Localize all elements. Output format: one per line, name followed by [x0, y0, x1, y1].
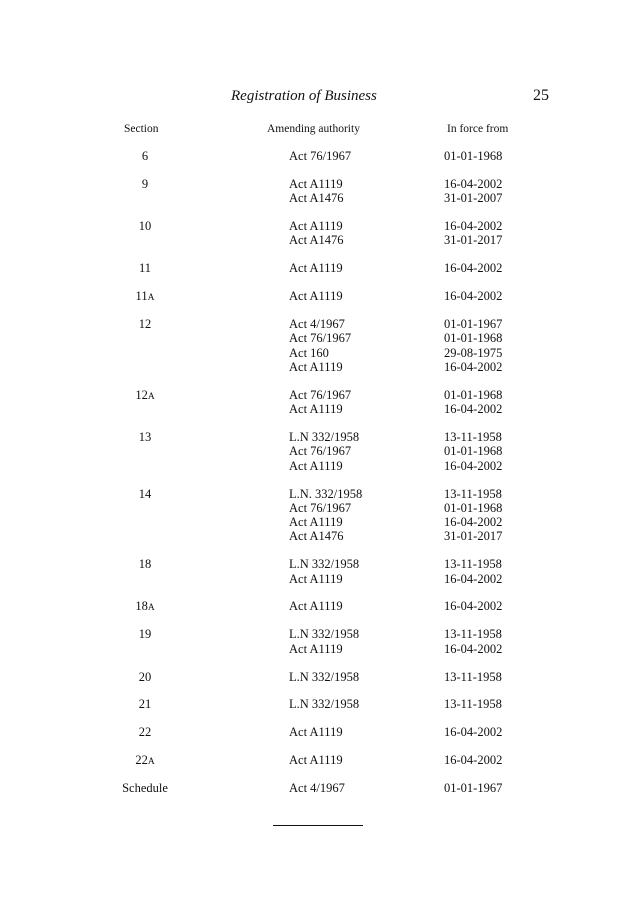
section-number [100, 557, 190, 571]
page-number: 25 [533, 87, 549, 104]
page-title: Registration of Business [231, 88, 377, 104]
section-number-text: 10 [138, 219, 152, 234]
section-number-text: 6 [141, 149, 149, 163]
amending-authority: L.N 332/1958 [289, 557, 360, 572]
in-force-date-cell [444, 725, 564, 739]
section-number [100, 670, 190, 684]
table-row [0, 177, 638, 206]
amending-authority-cell [289, 177, 429, 206]
in-force-date-cell [444, 599, 564, 613]
in-force-date-cell [444, 557, 564, 586]
section-number [100, 753, 190, 769]
amending-authority: Act A1476 [289, 529, 344, 544]
in-force-date: 16-04-2002 [444, 753, 503, 768]
section-number [100, 261, 190, 275]
amending-authority-cell [289, 261, 429, 275]
in-force-date: 16-04-2002 [444, 219, 503, 234]
in-force-date: 13-11-1958 [444, 669, 502, 684]
section-number-text: 18 [138, 557, 152, 572]
table-row [0, 557, 638, 586]
amending-authority: Act 4/1967 [289, 317, 345, 332]
in-force-date: 31-01-2017 [444, 233, 503, 248]
amending-authority: Act A1119 [289, 753, 343, 768]
amending-authority-cell [289, 599, 429, 613]
section-number [100, 177, 190, 191]
in-force-date-cell [444, 697, 564, 711]
in-force-date: 16-04-2002 [444, 599, 503, 614]
in-force-date-cell [444, 430, 564, 473]
section-suffix: A [147, 391, 155, 402]
section-number-text: 14 [138, 486, 152, 501]
in-force-date: 01-01-1967 [444, 781, 503, 796]
in-force-date: 13-11-1958 [444, 697, 502, 712]
section-number-text: 12 [138, 317, 152, 332]
table-row [0, 670, 638, 684]
section-number [100, 487, 190, 501]
in-force-date: 16-04-2002 [444, 402, 503, 417]
in-force-date: 01-01-1968 [444, 149, 503, 163]
table-row [0, 781, 638, 795]
amending-authority: Act 76/1967 [289, 500, 352, 515]
in-force-date-cell [444, 317, 564, 374]
table-row [0, 599, 638, 613]
table-row [0, 289, 638, 303]
section-column-header: Section [124, 123, 159, 135]
amending-authority: L.N 332/1958 [289, 669, 360, 684]
amending-authority-cell [289, 670, 429, 684]
section-number [100, 781, 190, 795]
amending-authority: Act A1119 [289, 515, 343, 530]
amending-authority-cell [289, 149, 429, 163]
section-number-text: Schedule [122, 781, 168, 796]
section-number [100, 697, 190, 711]
in-force-date-cell [444, 219, 564, 248]
amending-authority-cell [289, 317, 429, 374]
section-number [100, 149, 190, 163]
table-row [0, 753, 638, 767]
in-force-date: 01-01-1967 [444, 317, 503, 332]
section-number-text: 18 [135, 599, 148, 614]
amending-authority: Act A1119 [289, 359, 343, 374]
amending-authority: L.N 332/1958 [289, 697, 360, 712]
amending-authority: Act A1119 [289, 458, 343, 473]
in-force-date-cell [444, 781, 564, 795]
section-number-text: 9 [141, 176, 149, 191]
section-number-text: 13 [138, 430, 152, 445]
in-force-date: 31-01-2017 [444, 529, 503, 544]
in-force-date-cell [444, 627, 564, 656]
amending-authority: Act A1119 [289, 571, 343, 586]
in-force-date: 01-01-1968 [444, 444, 503, 459]
section-number-text: 21 [138, 697, 152, 712]
amending-authority: L.N. 332/1958 [289, 486, 363, 501]
in-force-date: 13-11-1958 [444, 557, 502, 572]
amending-authority: Act A1476 [289, 233, 344, 248]
amending-authority-cell [289, 627, 429, 656]
amendment-table [0, 149, 638, 795]
table-row [0, 430, 638, 473]
amending-authority: Act A1119 [289, 725, 343, 740]
amending-authority: Act A1119 [289, 599, 343, 614]
in-force-date: 01-01-1968 [444, 387, 503, 402]
amending-authority-column-header: Amending authority [267, 123, 360, 135]
in-force-date: 13-11-1958 [444, 627, 502, 642]
section-suffix: A [147, 757, 155, 768]
table-row [0, 219, 638, 248]
section-number-text: 12 [135, 387, 148, 402]
amending-authority: Act A1119 [289, 219, 343, 234]
amending-authority-cell [289, 753, 429, 767]
section-number-text: 19 [138, 627, 152, 642]
end-rule [273, 825, 363, 826]
in-force-date: 16-04-2002 [444, 725, 503, 740]
in-force-date: 01-01-1968 [444, 331, 503, 346]
in-force-date: 13-11-1958 [444, 486, 502, 501]
section-suffix: A [147, 293, 155, 304]
table-row [0, 261, 638, 275]
section-number [100, 725, 190, 739]
table-row [0, 725, 638, 739]
in-force-date-cell [444, 487, 564, 544]
in-force-date: 16-04-2002 [444, 176, 503, 191]
amending-authority: Act 76/1967 [289, 149, 352, 163]
section-number [100, 430, 190, 444]
amending-authority-cell [289, 557, 429, 586]
in-force-date-cell [444, 388, 564, 417]
section-number [100, 219, 190, 233]
in-force-date: 29-08-1975 [444, 345, 503, 360]
in-force-date-cell [444, 289, 564, 303]
in-force-date-cell [444, 261, 564, 275]
in-force-date: 16-04-2002 [444, 515, 503, 530]
table-row [0, 487, 638, 544]
in-force-date-cell [444, 753, 564, 767]
amending-authority-cell [289, 697, 429, 711]
amending-authority: Act 76/1967 [289, 387, 352, 402]
amending-authority-cell [289, 388, 429, 417]
amending-authority-cell [289, 219, 429, 248]
section-number-text: 11 [135, 289, 148, 304]
in-force-date: 16-04-2002 [444, 641, 503, 656]
amending-authority: Act A1119 [289, 261, 343, 276]
table-row [0, 627, 638, 656]
in-force-date-cell [444, 177, 564, 206]
amending-authority-cell [289, 289, 429, 303]
in-force-date: 16-04-2002 [444, 289, 503, 304]
amending-authority: L.N 332/1958 [289, 627, 360, 642]
section-number [100, 289, 190, 305]
in-force-date: 31-01-2007 [444, 191, 503, 206]
amending-authority: Act A1119 [289, 641, 343, 656]
in-force-date: 16-04-2002 [444, 359, 503, 374]
amending-authority-cell [289, 430, 429, 473]
amending-authority-cell [289, 487, 429, 544]
amending-authority: Act 4/1967 [289, 781, 345, 796]
section-number-text: 22 [135, 753, 148, 768]
section-number [100, 388, 190, 404]
section-number [100, 599, 190, 615]
table-row [0, 388, 638, 417]
in-force-date: 16-04-2002 [444, 571, 503, 586]
in-force-date-cell [444, 670, 564, 684]
amending-authority: Act A1119 [289, 402, 343, 417]
table-row [0, 697, 638, 711]
in-force-date: 13-11-1958 [444, 430, 502, 445]
amending-authority: Act 160 [289, 345, 329, 360]
amending-authority: Act 76/1967 [289, 331, 352, 346]
amending-authority-cell [289, 725, 429, 739]
section-number [100, 317, 190, 331]
in-force-from-column-header: In force from [447, 123, 509, 135]
amending-authority: Act A1476 [289, 191, 344, 206]
section-number-text: 11 [138, 261, 152, 276]
in-force-date: 01-01-1968 [444, 500, 503, 515]
section-number-text: 22 [138, 725, 152, 740]
section-number [100, 627, 190, 641]
amending-authority: Act A1119 [289, 289, 343, 304]
table-row [0, 317, 638, 374]
in-force-date: 16-04-2002 [444, 458, 503, 473]
in-force-date: 16-04-2002 [444, 261, 503, 276]
amending-authority: Act 76/1967 [289, 444, 352, 459]
section-number-text: 20 [138, 669, 152, 684]
in-force-date-cell [444, 149, 564, 163]
section-suffix: A [147, 603, 155, 614]
amending-authority-cell [289, 781, 429, 795]
amending-authority: L.N 332/1958 [289, 430, 360, 445]
table-row [0, 149, 638, 163]
amending-authority: Act A1119 [289, 176, 343, 191]
